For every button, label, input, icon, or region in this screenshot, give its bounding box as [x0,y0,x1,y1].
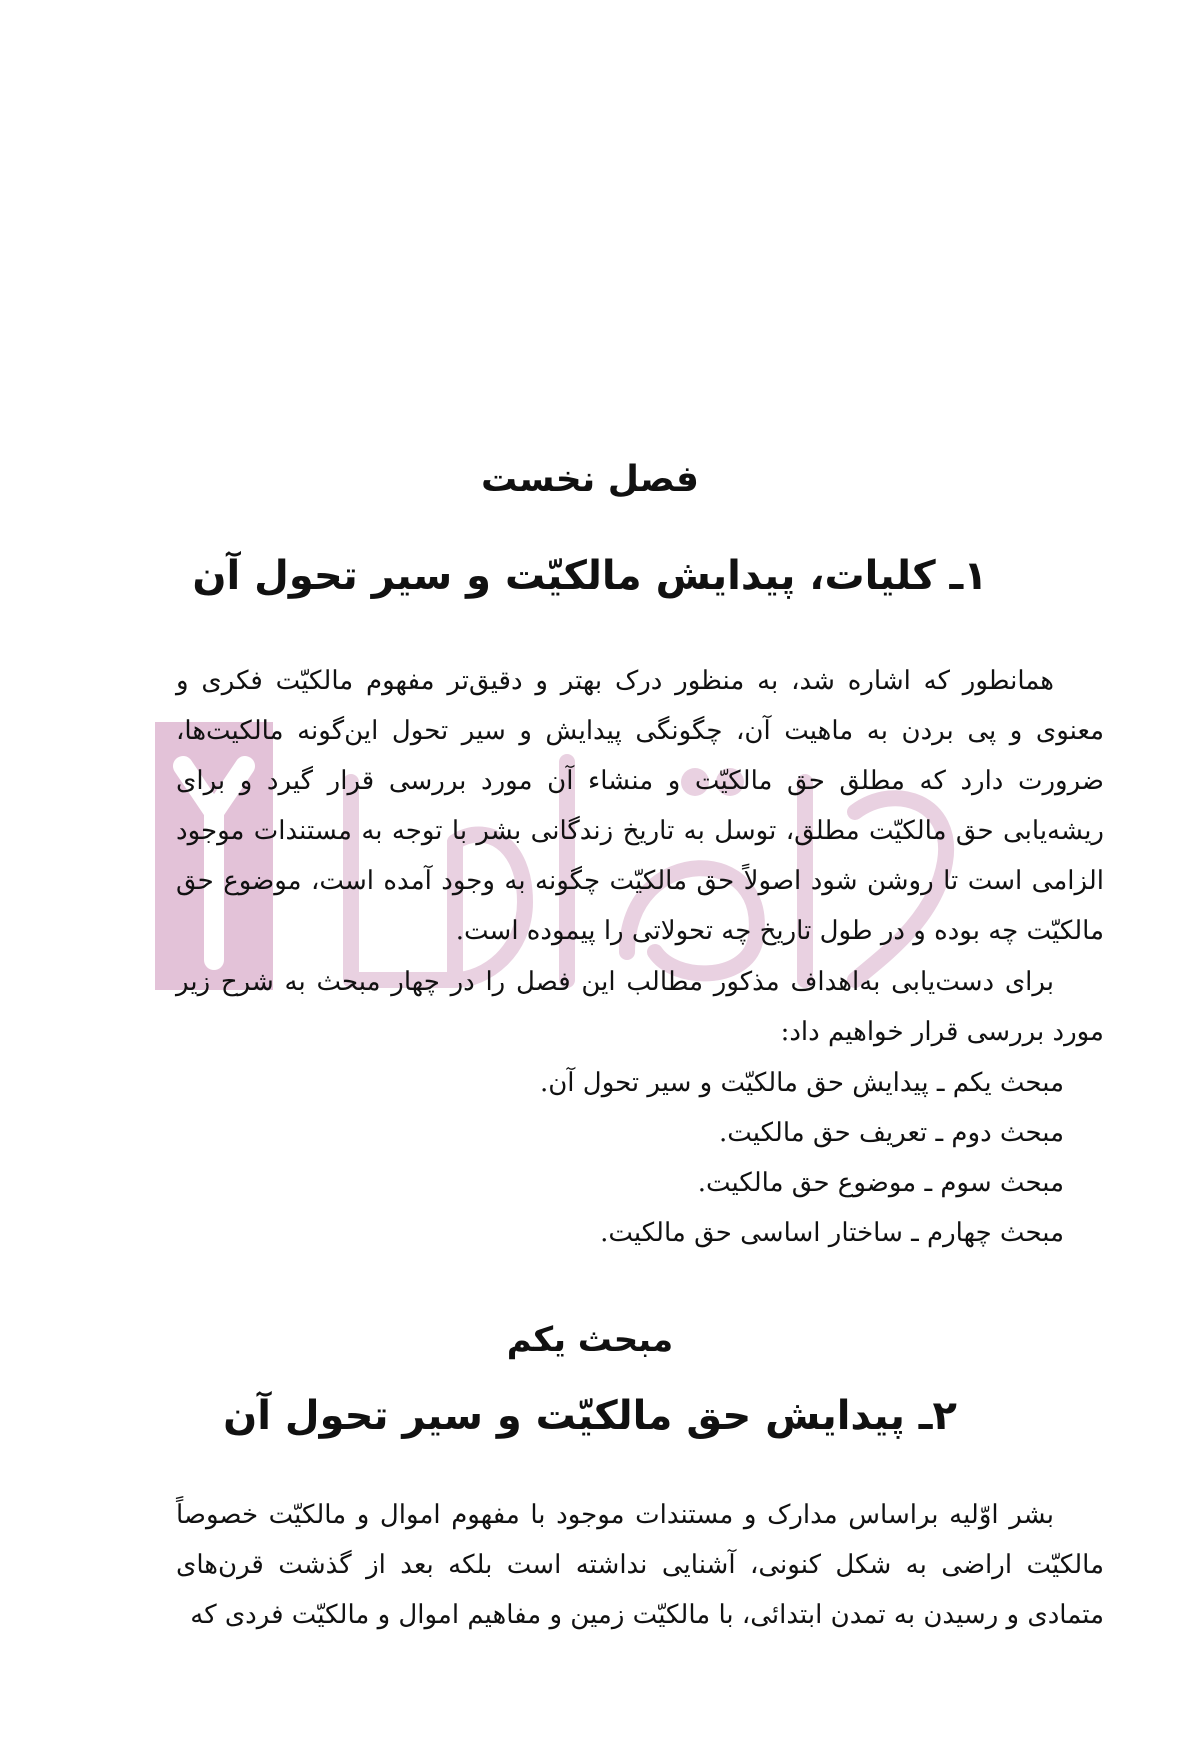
section-2-title: ۲ـ پیدایش حق مالکیّت و سیر تحول آن [223,1393,957,1439]
section-1-title: ۱ـ کلیات، پیدایش مالکیّت و سیر تحول آن [192,553,988,599]
section-2-paragraph: بشر اوّلیه براساس مدارک و مستندات موجود با مفهوم اموال و مالکیّت خصوصاً مالکیّت اراضی به شکل کنونی، آشنایی نداشته است بلکه بعد از گذشت قرن‌های متمادی و رسیدن به تمدن ابتدائی، با مالکیّت زمین و مفاهیم اموال و مالکیّت فردی که [176,1500,1104,1630]
topic-item-3: مبحث سوم ـ موضوع حق مالکیت. [697,1168,1064,1198]
topic-item-2: مبحث دوم ـ تعریف حق مالکیت. [718,1118,1064,1148]
subsection-1-title: مبحث یکم [506,1320,674,1360]
chapter-title: فصل نخست [481,459,699,500]
chapter-topics-list [176,1058,1064,1258]
topic-item-4: مبحث چهارم ـ ساختار اساسی حق مالکیت. [600,1218,1064,1248]
section-1-goal-paragraph: برای دست‌یابی به‌اهداف مذکور مطالب این فصل را در چهار مبحث به شرح زیر مورد بررسی قرار خواهیم داد: [176,967,1104,1047]
topic-item-1: مبحث یکم ـ پیدایش حق مالکیّت و سیر تحول آن. [539,1068,1064,1098]
section-1-intro-paragraph: همانطور که اشاره شد، به منظور درک بهتر و دقیق‌تر مفهوم مالکیّت فکری و معنوی و پی بردن به ماهیت آن، چگونگی پیدایش و سیر تحول این‌گونه مالکیت‌ها، ضرورت دارد که مطلق حق مالکیّت و منشاء آن مورد بررسی قرار گیرد و برای ریشه‌یابی حق مالکیّت مطلق، توسل به تاریخ زندگانی بشر با توجه به مستندات موجود الزامی است تا روشن شود اصولاً حق مالکیّت چگونه به وجود آمده است، موضوع حق مالکیّت چه بوده و در طول تاریخ چه تحولاتی را پیموده است. [176,666,1104,946]
